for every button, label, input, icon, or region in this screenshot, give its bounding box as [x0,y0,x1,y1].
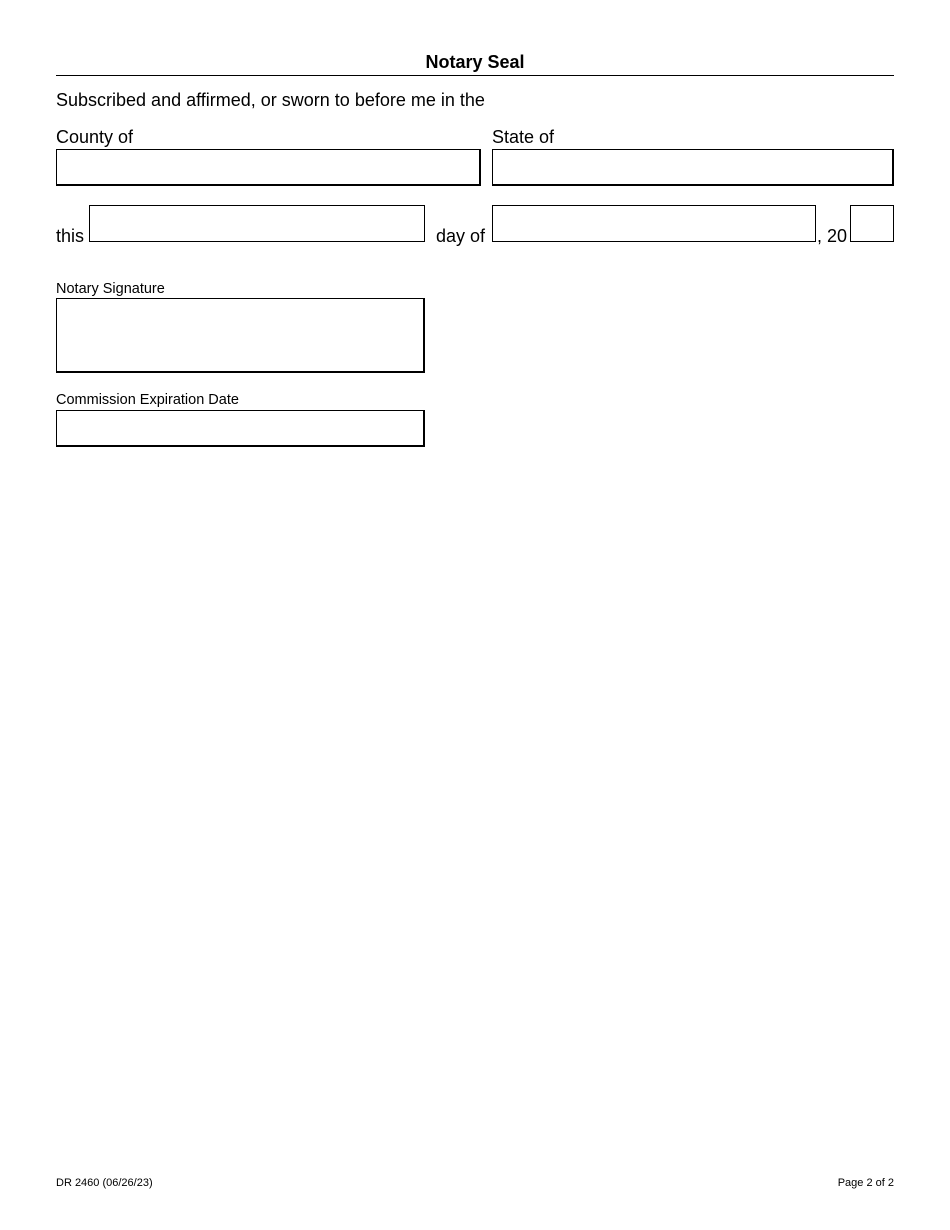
year-field[interactable] [850,205,894,242]
intro-text: Subscribed and affirmed, or sworn to before me in the [56,90,485,110]
notary-signature-field[interactable] [56,298,425,373]
day-of-label: day of [436,226,486,246]
signature-label: Notary Signature [56,281,165,297]
commission-expiration-field[interactable] [56,410,425,447]
page-title: Notary Seal [425,52,525,72]
state-label: State of [492,127,555,147]
county-label: County of [56,127,134,147]
county-field[interactable] [56,149,481,186]
commission-label: Commission Expiration Date [56,392,239,408]
this-label: this [56,226,85,246]
title-divider [56,75,894,76]
day-field[interactable] [89,205,425,242]
page-number: Page 2 of 2 [837,1177,894,1189]
year-prefix: , 20 [817,226,848,246]
form-id: DR 2460 (06/26/23) [56,1177,153,1189]
month-field[interactable] [492,205,816,242]
state-field[interactable] [492,149,894,186]
